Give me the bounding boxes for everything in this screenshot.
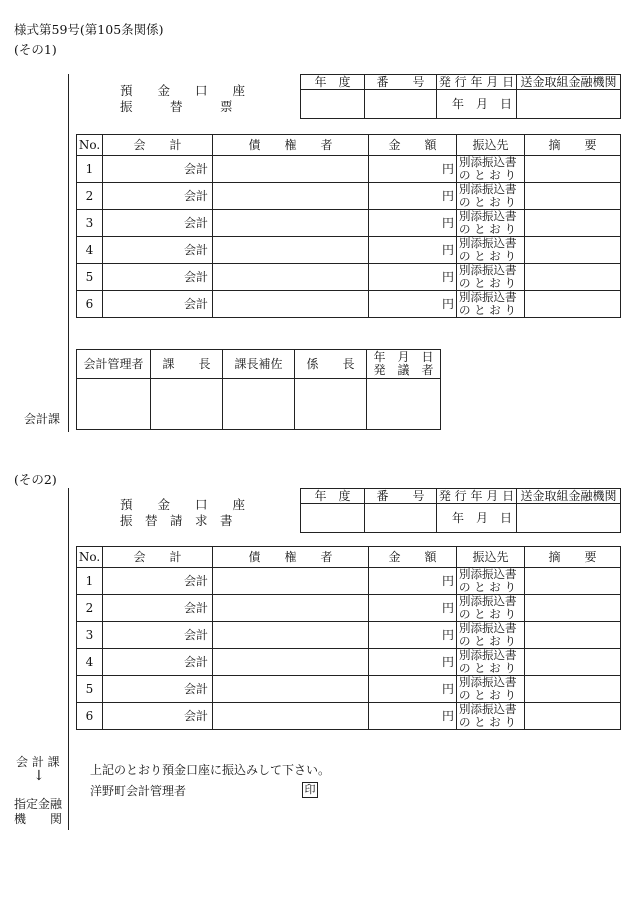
header-bank: 送金取組金融機関: [517, 75, 621, 90]
seal-box-subsection-chief[interactable]: [295, 379, 367, 430]
issue-date-field[interactable]: [437, 504, 517, 533]
destination-line2: の と お り: [459, 276, 516, 290]
column-header: 金 額: [369, 135, 457, 156]
account-cell[interactable]: 会計: [103, 649, 213, 676]
amount-cell[interactable]: 円: [369, 291, 457, 318]
number-field[interactable]: [365, 90, 437, 119]
summary-cell[interactable]: [525, 237, 621, 264]
row-number: 2: [77, 595, 103, 622]
destination-line2: の と お り: [459, 195, 516, 209]
creditor-cell[interactable]: [213, 156, 369, 183]
header-issue-date: 発 行 年 月 日: [437, 489, 517, 504]
header-number: 番 号: [365, 489, 437, 504]
part2-transfer-table: [76, 546, 621, 730]
approval-subsection-chief: 係 長: [295, 350, 367, 379]
table-row: [77, 264, 621, 291]
destination-cell: [457, 156, 525, 183]
creditor-cell[interactable]: [213, 649, 369, 676]
part2-header-table: [300, 488, 621, 533]
header-issue-date: 発 行 年 月 日: [437, 75, 517, 90]
part2-side-to-line1: 指定金融: [14, 797, 63, 811]
destination-cell: [457, 264, 525, 291]
issue-date-field[interactable]: [437, 90, 517, 119]
summary-cell[interactable]: [525, 649, 621, 676]
date-value: 年 月 日: [451, 96, 512, 111]
column-header: 債 権 者: [213, 135, 369, 156]
destination-cell: [457, 703, 525, 730]
destination-line1: 別添振込書: [459, 209, 517, 223]
column-header: 債 権 者: [213, 547, 369, 568]
account-cell[interactable]: 会計: [103, 622, 213, 649]
part2-title-line1: 預 金 口 座: [120, 497, 246, 512]
destination-line2: の と お り: [459, 688, 516, 702]
row-number: 1: [77, 568, 103, 595]
destination-line2: の と お り: [459, 580, 516, 594]
creditor-cell[interactable]: [213, 183, 369, 210]
table-row: [77, 237, 621, 264]
amount-cell[interactable]: 円: [369, 264, 457, 291]
destination-cell: [457, 649, 525, 676]
table-row: [77, 595, 621, 622]
destination-cell: [457, 595, 525, 622]
destination-line2: の と お り: [459, 634, 516, 648]
table-row: [77, 183, 621, 210]
column-header: 振込先: [457, 547, 525, 568]
amount-cell[interactable]: 円: [369, 210, 457, 237]
seal-box-proposer[interactable]: [367, 379, 441, 430]
part1-transfer-table: [76, 134, 621, 318]
bank-field[interactable]: [517, 504, 621, 533]
column-header: No.: [77, 135, 103, 156]
part1-label: (その1): [14, 42, 57, 57]
column-header: 振込先: [457, 135, 525, 156]
part2-margin-line: [68, 488, 69, 830]
table-row: [77, 676, 621, 703]
table-row: [77, 703, 621, 730]
number-field[interactable]: [365, 504, 437, 533]
form-title: 様式第59号(第105条関係): [14, 22, 164, 37]
summary-cell[interactable]: [525, 703, 621, 730]
approval-date-label: 年 月 日: [373, 350, 434, 364]
table-row: [77, 622, 621, 649]
destination-line1: 別添振込書: [459, 155, 517, 169]
account-cell[interactable]: 会計: [103, 264, 213, 291]
amount-cell[interactable]: 円: [369, 676, 457, 703]
seal-box-manager[interactable]: [77, 379, 151, 430]
column-header: 摘 要: [525, 547, 621, 568]
creditor-cell[interactable]: [213, 568, 369, 595]
destination-cell: [457, 237, 525, 264]
summary-cell[interactable]: [525, 183, 621, 210]
creditor-cell[interactable]: [213, 703, 369, 730]
creditor-cell[interactable]: [213, 291, 369, 318]
table-row: [77, 156, 621, 183]
part2-side-from: 会 計 課: [16, 755, 60, 769]
row-number: 3: [77, 210, 103, 237]
summary-cell[interactable]: [525, 595, 621, 622]
amount-cell[interactable]: 円: [369, 568, 457, 595]
account-cell[interactable]: 会計: [103, 291, 213, 318]
signer-name: 洋野町会計管理者: [90, 784, 187, 798]
destination-line2: の と お り: [459, 303, 516, 317]
summary-cell[interactable]: [525, 568, 621, 595]
header-number: 番 号: [365, 75, 437, 90]
header-year: 年 度: [301, 75, 365, 90]
year-field[interactable]: [301, 90, 365, 119]
part2-title-line2: 振 替 請 求 書: [120, 513, 233, 528]
creditor-cell[interactable]: [213, 210, 369, 237]
creditor-cell[interactable]: [213, 622, 369, 649]
part1-title-line2: 振 替 票: [120, 99, 233, 114]
destination-cell: [457, 183, 525, 210]
amount-cell[interactable]: 円: [369, 703, 457, 730]
account-cell[interactable]: 会計: [103, 183, 213, 210]
destination-line1: 別添振込書: [459, 290, 517, 304]
account-cell[interactable]: 会計: [103, 595, 213, 622]
account-cell[interactable]: 会計: [103, 703, 213, 730]
summary-cell[interactable]: [525, 264, 621, 291]
approval-manager: 会計管理者: [77, 350, 151, 379]
approval-proposer-label: 発 議 者: [373, 363, 434, 377]
summary-cell[interactable]: [525, 622, 621, 649]
summary-cell[interactable]: [525, 676, 621, 703]
approval-deputy: 課長補佐: [223, 350, 295, 379]
approval-section-chief: 課 長: [151, 350, 223, 379]
row-number: 6: [77, 291, 103, 318]
row-number: 2: [77, 183, 103, 210]
destination-line2: の と お り: [459, 168, 516, 182]
part1-side-label: 会計課: [24, 412, 61, 426]
destination-line1: 別添振込書: [459, 648, 517, 662]
destination-line1: 別添振込書: [459, 182, 517, 196]
destination-line2: の と お り: [459, 661, 516, 675]
column-header: 会 計: [103, 547, 213, 568]
account-cell[interactable]: 会計: [103, 676, 213, 703]
amount-cell[interactable]: 円: [369, 622, 457, 649]
account-cell[interactable]: 会計: [103, 568, 213, 595]
table-row: [77, 649, 621, 676]
arrow-down-icon: ↓: [33, 768, 45, 784]
row-number: 4: [77, 649, 103, 676]
creditor-cell[interactable]: [213, 264, 369, 291]
seal-box-section-chief[interactable]: [151, 379, 223, 430]
part1-title-line1: 預 金 口 座: [120, 83, 246, 98]
destination-line1: 別添振込書: [459, 702, 517, 716]
destination-cell: [457, 291, 525, 318]
account-cell[interactable]: 会計: [103, 210, 213, 237]
amount-cell[interactable]: 円: [369, 183, 457, 210]
destination-cell: [457, 622, 525, 649]
destination-line2: の と お り: [459, 715, 516, 729]
part1-margin-line: [68, 74, 69, 432]
row-number: 5: [77, 264, 103, 291]
destination-line2: の と お り: [459, 607, 516, 621]
year-field[interactable]: [301, 504, 365, 533]
destination-cell: [457, 210, 525, 237]
destination-line1: 別添振込書: [459, 236, 517, 250]
account-cell[interactable]: 会計: [103, 156, 213, 183]
approval-proposer: [367, 350, 441, 379]
seal-box-deputy[interactable]: [223, 379, 295, 430]
column-header: 摘 要: [525, 135, 621, 156]
account-cell[interactable]: 会計: [103, 237, 213, 264]
column-header: No.: [77, 547, 103, 568]
part1-header-table: [300, 74, 621, 119]
row-number: 3: [77, 622, 103, 649]
summary-cell[interactable]: [525, 210, 621, 237]
amount-cell[interactable]: 円: [369, 595, 457, 622]
row-number: 4: [77, 237, 103, 264]
row-number: 6: [77, 703, 103, 730]
destination-line1: 別添振込書: [459, 263, 517, 277]
creditor-cell[interactable]: [213, 237, 369, 264]
table-row: [77, 291, 621, 318]
destination-line1: 別添振込書: [459, 675, 517, 689]
destination-line1: 別添振込書: [459, 621, 517, 635]
column-header: 会 計: [103, 135, 213, 156]
summary-cell[interactable]: [525, 291, 621, 318]
header-year: 年 度: [301, 489, 365, 504]
column-header: 金 額: [369, 547, 457, 568]
row-number: 5: [77, 676, 103, 703]
destination-line2: の と お り: [459, 249, 516, 263]
table-row: [77, 210, 621, 237]
part2-label: (その2): [14, 472, 57, 487]
destination-line2: の と お り: [459, 222, 516, 236]
creditor-cell[interactable]: [213, 676, 369, 703]
part1-approval-table: [76, 349, 441, 430]
date-value: 年 月 日: [451, 510, 512, 525]
creditor-cell[interactable]: [213, 595, 369, 622]
seal-stamp-icon: 印: [302, 782, 318, 798]
destination-line1: 別添振込書: [459, 594, 517, 608]
header-bank: 送金取組金融機関: [517, 489, 621, 504]
summary-cell[interactable]: [525, 156, 621, 183]
part2-side-to-line2: 機 関: [14, 812, 63, 826]
destination-cell: [457, 676, 525, 703]
destination-cell: [457, 568, 525, 595]
request-text: 上記のとおり預金口座に振込みして下さい。: [90, 763, 331, 777]
amount-cell[interactable]: 円: [369, 237, 457, 264]
destination-line1: 別添振込書: [459, 567, 517, 581]
amount-cell[interactable]: 円: [369, 156, 457, 183]
amount-cell[interactable]: 円: [369, 649, 457, 676]
bank-field[interactable]: [517, 90, 621, 119]
row-number: 1: [77, 156, 103, 183]
table-row: [77, 568, 621, 595]
